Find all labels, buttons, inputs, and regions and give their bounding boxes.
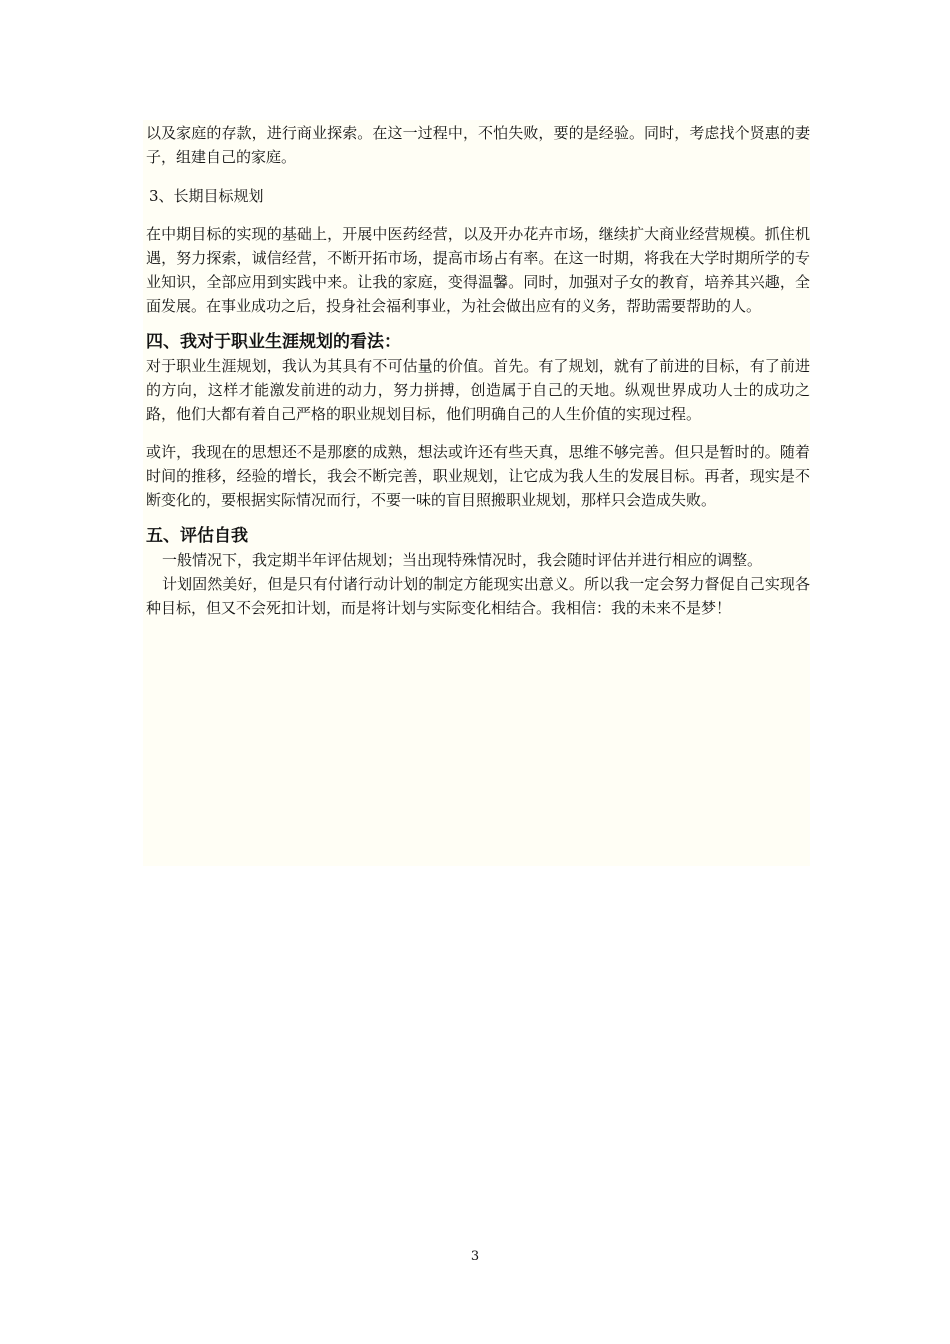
paragraph-evaluation-1: 一般情况下，我定期半年评估规划；当出现特殊情况时，我会随时评估并进行相应的调整。 <box>162 551 763 569</box>
document-body <box>146 121 810 620</box>
paragraph-career-view-1: 对于职业生涯规划，我认为其具有不可估量的价值。首先。有了规划，就有了前进的目标，有了前进的方向，这样才能激发前进的动力，努力拼搏，创造属于自己的天地。纵观世界成功人士的成功之路，他们大都有着自己严格的职业规划目标，他们明确自己的人生价值的实现过程。 <box>146 357 810 423</box>
subheading-long-term-goal: 3、长期目标规划 <box>149 187 264 205</box>
paragraph-intro: 以及家庭的存款，进行商业探索。在这一过程中，不怕失败，要的是经验。同时，考虑找个贤惠的妻子，组建自己的家庭。 <box>146 124 810 166</box>
paragraph-evaluation-2: 计划固然美好，但是只有付诸行动计划的制定方能现实出意义。所以我一定会努力督促自己实现各种目标，但又不会死扣计划，而是将计划与实际变化相结合。我相信：我的未来不是梦！ <box>146 575 810 617</box>
heading-self-evaluation: 五、评估自我 <box>146 526 248 546</box>
page-number: 3 <box>470 1249 480 1264</box>
heading-career-view: 四、我对于职业生涯规划的看法： <box>146 332 401 352</box>
paragraph-career-view-2: 或许，我现在的思想还不是那麽的成熟，想法或许还有些天真，思维不够完善。但只是暂时的。随着时间的推移，经验的增长，我会不断完善，职业规划，让它成为我人生的发展目标。再者，现实是不断变化的，要根据实际情况而行，不要一味的盲目照搬职业规划，那样只会造成失败。 <box>146 443 810 509</box>
paragraph-long-term-goal: 在中期目标的实现的基础上，开展中医药经营，以及开办花卉市场，继续扩大商业经营规模。抓住机遇，努力探索，诚信经营，不断开拓市场，提高市场占有率。在这一时期，将我在大学时期所学的专业知识，全部应用到实践中来。让我的家庭，变得温馨。同时，加强对子女的教育，培养其兴趣，全面发展。在事业成功之后，投身社会福利事业，为社会做出应有的义务，帮助需要帮助的人。 <box>146 225 810 315</box>
